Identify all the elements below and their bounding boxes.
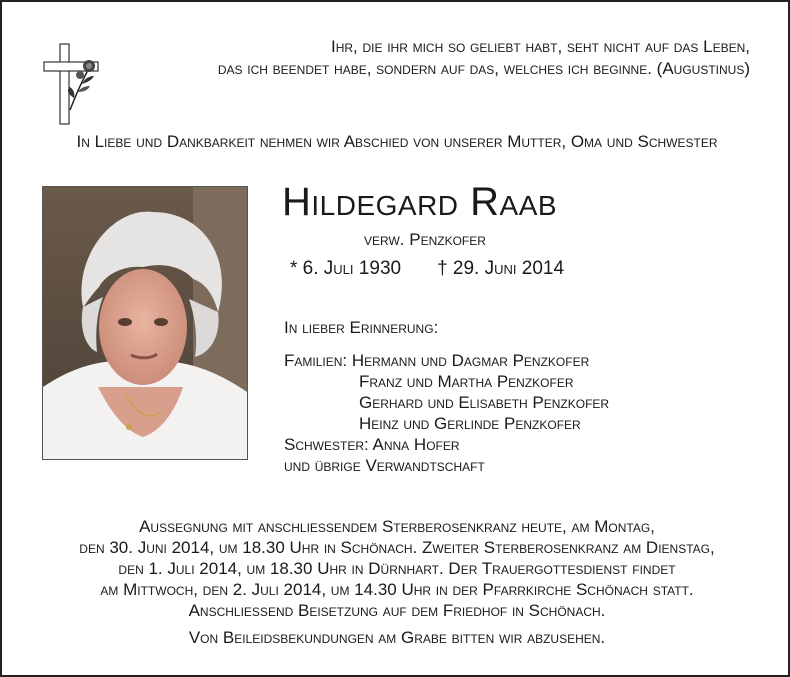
portrait-photo	[42, 186, 248, 460]
other-relatives: und übrige Verwandtschaft	[284, 456, 485, 475]
cross-with-rose-icon	[40, 40, 106, 128]
family-name: Franz und Martha Penzkofer	[359, 372, 574, 391]
announcement-line: den 1. Juli 2014, um 18.30 Uhr in Dürnhart. Der Trauergottesdienst findet	[118, 559, 676, 578]
family-name: Heinz und Gerlinde Penzkofer	[359, 414, 581, 433]
birth-date: * 6. Juli 1930	[290, 258, 402, 279]
family-row	[284, 350, 609, 371]
memory-heading: In lieber Erinnerung:	[284, 318, 439, 337]
announcement-line: den 30. Juni 2014, um 18.30 Uhr in Schönach. Zweiter Sterberosenkranz am Dienstag,	[79, 538, 715, 557]
widowed-name: verw. Penzkofer	[364, 230, 486, 249]
intro-text: In Liebe und Dankbarkeit nehmen wir Abschied von unserer Mutter, Oma und Schwester	[76, 132, 718, 151]
quote-line-2: das ich beendet habe, sondern auf das, welches ich beginne. (Augustinus)	[217, 59, 750, 78]
sister-name: Schwester: Anna Hofer	[284, 435, 460, 454]
quote	[110, 36, 750, 80]
closing-note: Von Beileidsbekundungen am Grabe bitten wir abzusehen.	[188, 628, 606, 647]
funeral-announcement	[2, 516, 790, 648]
announcement-line: Aussegnung mit anschliessendem Sterberosenkranz heute, am Montag,	[139, 517, 655, 536]
quote-line-1: Ihr, die ihr mich so geliebt habt, seht nicht auf das Leben,	[330, 37, 750, 56]
announcement-line: am Mittwoch, den 2. Juli 2014, um 14.30 Uhr in der Pfarrkirche Schönach statt.	[100, 580, 694, 599]
announcement-line: Anschliessend Beisetzung auf dem Friedhof in Schönach.	[188, 601, 606, 620]
life-dates	[290, 258, 564, 280]
mourners-list	[284, 350, 609, 476]
deceased-name: Hildegard Raab	[282, 180, 558, 224]
family-name: Gerhard und Elisabeth Penzkofer	[359, 393, 610, 412]
families-label: Familien:	[284, 351, 348, 370]
family-name: Hermann und Dagmar Penzkofer	[351, 351, 590, 370]
death-date: † 29. Juni 2014	[437, 258, 565, 279]
